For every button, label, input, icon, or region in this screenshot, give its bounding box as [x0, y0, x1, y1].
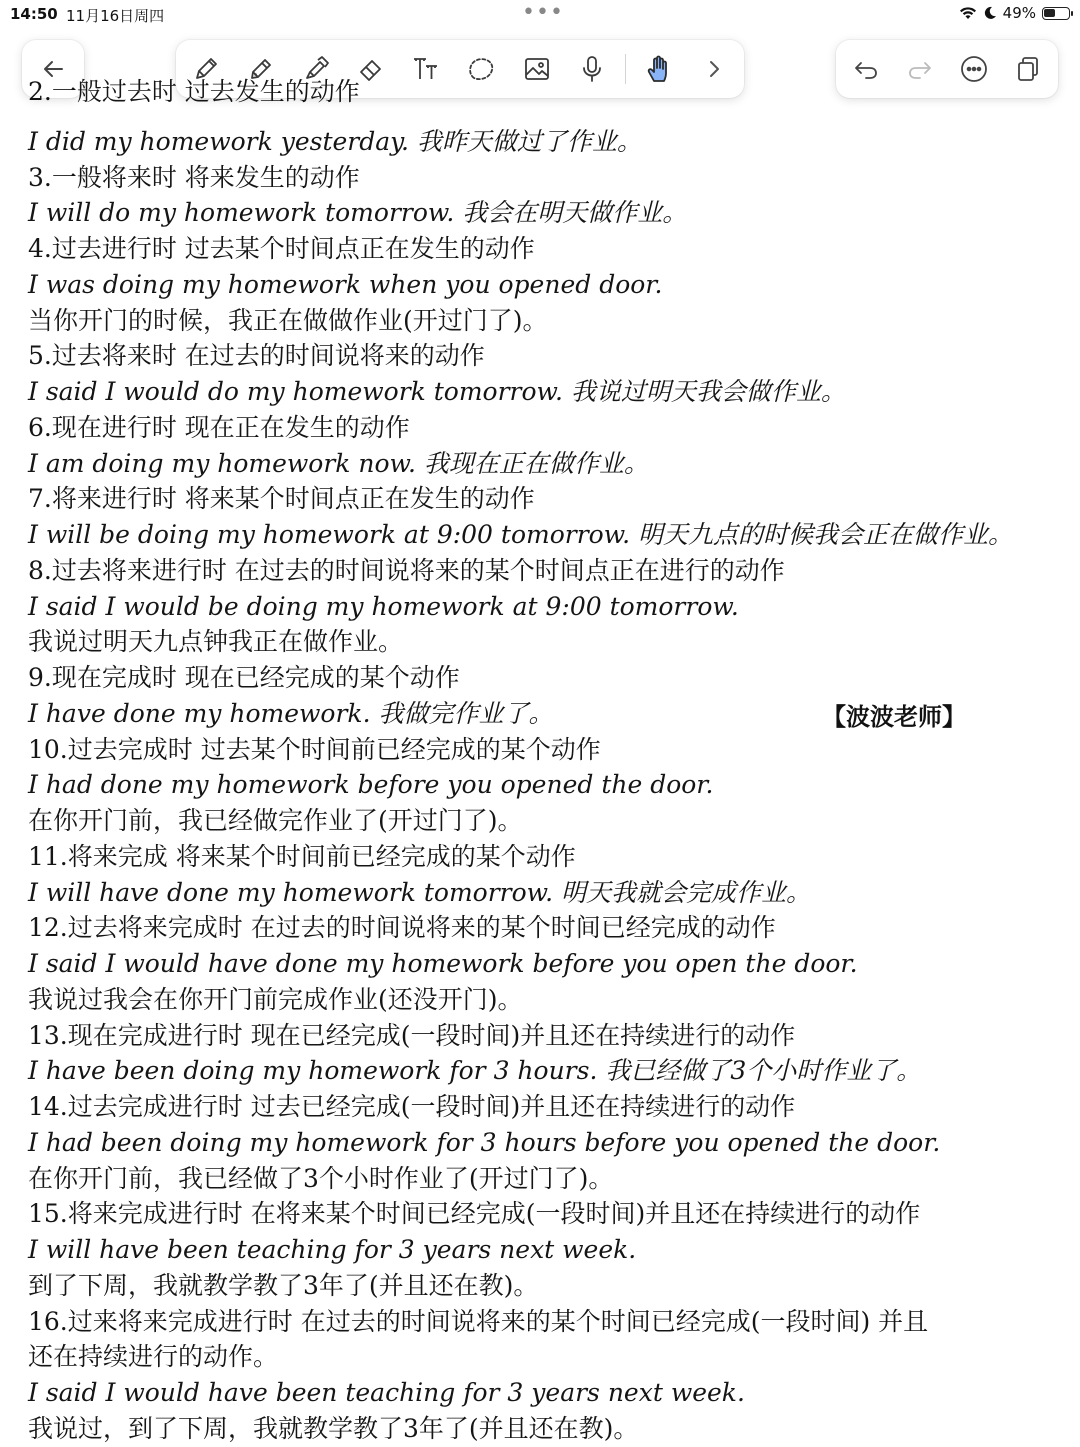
battery-percent: 49% — [1002, 4, 1036, 22]
note-line: 在你开门前，我已经做了3个小时作业了(开过门了)。 — [28, 1163, 614, 1193]
note-line: 9.现在完成时 现在已经完成的某个动作 — [28, 663, 460, 692]
wifi-icon — [959, 6, 977, 20]
note-line: 2.一般过去时 过去发生的动作 — [28, 77, 360, 106]
note-line: I was doing my homework when you opened door. — [28, 269, 663, 299]
status-date: 11月16日周四 — [66, 7, 165, 25]
note-line: 我说过我会在你开门前完成作业(还没开门)。 — [28, 984, 523, 1014]
note-content[interactable] — [28, 77, 1058, 1447]
status-time: 14:50 — [10, 5, 58, 23]
note-line: 6.现在进行时 现在正在发生的动作 — [28, 412, 410, 442]
note-line: I had done my homework before you opened the door. — [28, 770, 714, 800]
note-line: 4.过去进行时 过去某个时间点正在发生的动作 — [28, 234, 535, 263]
note-line: I did my homework yesterday. 我昨天做过了作业。 — [28, 126, 642, 156]
note-line: 8.过去将来进行时 在过去的时间说将来的某个时间点正在进行的动作 — [28, 555, 785, 585]
note-line: I will do my homework tomorrow. 我会在明天做作业。 — [28, 198, 688, 228]
note-line: 我说过明天九点钟我正在做作业。 — [28, 627, 404, 657]
note-line: 12.过去将来完成时 在过去的时间说将来的某个时间已经完成的动作 — [28, 913, 776, 943]
note-line: I said I would have been teaching for 3 years next week. — [28, 1378, 745, 1407]
note-line: 16.过来将来完成进行时 在过去的时间说将来的某个时间已经完成(一段时间) 并且 — [28, 1306, 929, 1336]
note-line: I had been doing my homework for 3 hours before you opened the door. — [28, 1127, 941, 1157]
note-line: I will have done my homework tomorrow. 明天我就会完成作业。 — [28, 877, 811, 907]
note-line: I said I would be doing my homework at 9:00 tomorrow. — [28, 591, 739, 621]
note-line: 还在持续进行的动作。 — [28, 1342, 279, 1372]
note-line: 13.现在完成进行时 现在已经完成(一段时间)并且还在持续进行的动作 — [28, 1020, 796, 1050]
note-line: I have been doing my homework for 3 hours. 我已经做了3个小时作业了。 — [28, 1056, 922, 1086]
note-line: I am doing my homework now. 我现在正在做作业。 — [28, 448, 649, 478]
note-line: I will have been teaching for 3 years next week. — [28, 1235, 637, 1264]
multitasking-dots-icon[interactable]: ••• — [522, 0, 564, 25]
note-line: 在你开门前，我已经做完作业了(开过门了)。 — [28, 806, 523, 835]
note-line: I said I would have done my homework before you open the door. — [28, 949, 858, 978]
note-line: 15.将来完成进行时 在将来某个时间已经完成(一段时间)并且还在持续进行的动作 — [28, 1199, 921, 1229]
note-line: I have done my homework. 我做完作业了。 — [28, 698, 554, 728]
note-line: 10.过去完成时 过去某个时间前已经完成的某个动作 — [28, 734, 601, 764]
note-line: 14.过去完成进行时 过去已经完成(一段时间)并且还在持续进行的动作 — [28, 1092, 796, 1121]
note-line: 7.将来进行时 将来某个时间点正在发生的动作 — [28, 484, 535, 514]
note-line: 3.一般将来时 将来发生的动作 — [28, 162, 360, 192]
status-bar — [0, 0, 1080, 28]
note-line: 到了下周，我就教学教了3年了(并且还在教)。 — [28, 1270, 539, 1300]
note-line: I said I would do my homework tomorrow. 我说过明天我会做作业。 — [28, 377, 846, 406]
note-line: 当你开门的时候，我正在做做作业(开过门了)。 — [28, 305, 548, 335]
note-line: 我说过，到了下周，我就教学教了3年了(并且还在教)。 — [28, 1413, 639, 1443]
note-line: I will be doing my homework at 9:00 tomorrow. 明天九点的时候我会正在做作业。 — [28, 520, 1014, 549]
moon-icon — [983, 6, 997, 20]
status-indicators — [959, 4, 1070, 22]
note-line: 5.过去将来时 在过去的时间说将来的动作 — [28, 341, 485, 371]
author-watermark: 【波波老师】 — [822, 703, 966, 731]
battery-icon — [1042, 7, 1070, 20]
note-line: 11.将来完成 将来某个时间前已经完成的某个动作 — [28, 841, 576, 871]
